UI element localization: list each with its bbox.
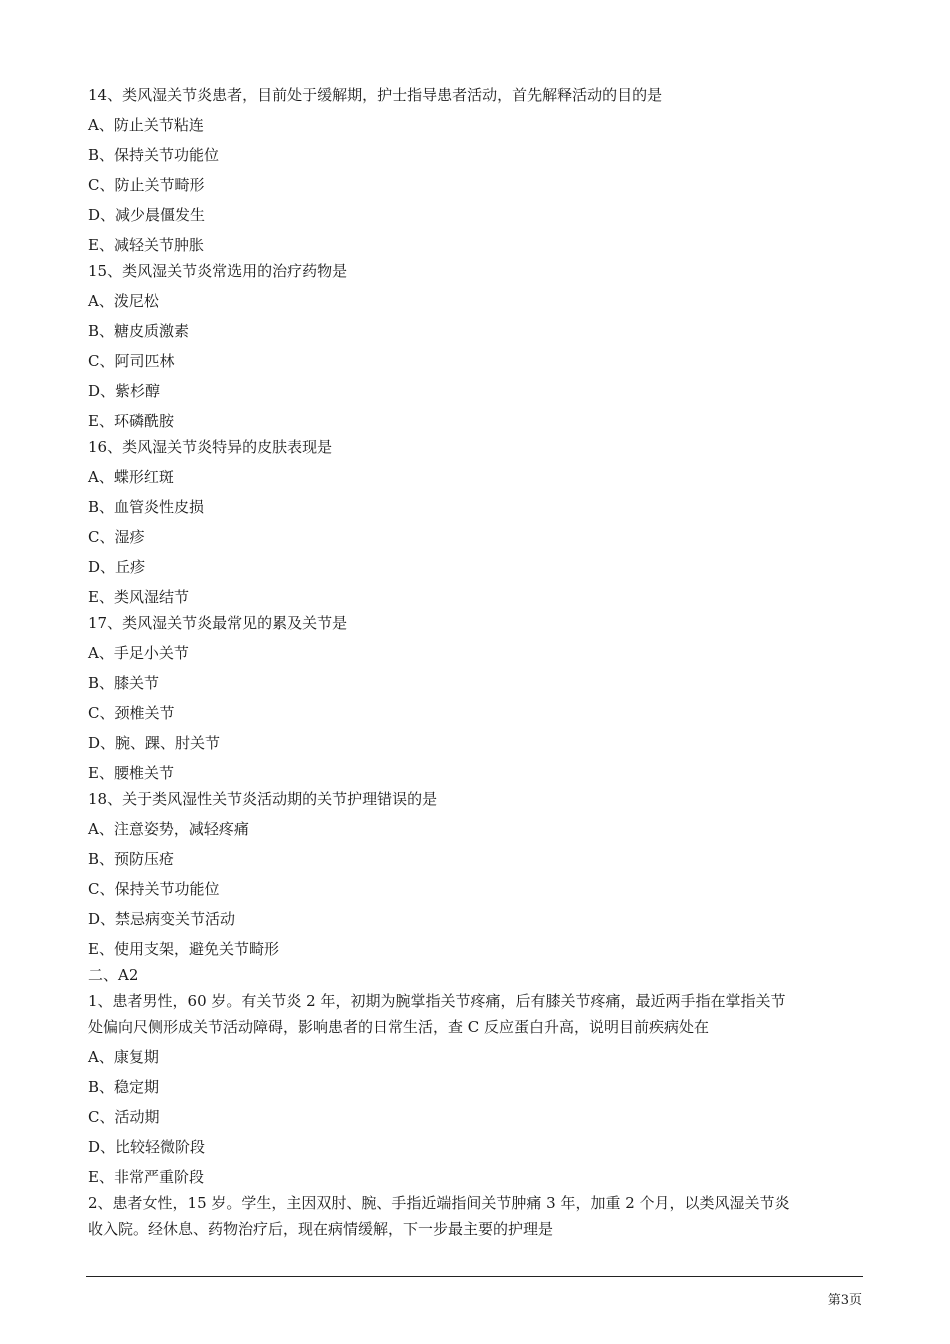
option-b: B、糖皮质激素 <box>88 322 190 340</box>
option-a: A、蝶形红斑 <box>88 468 174 486</box>
option-e: E、腰椎关节 <box>88 764 174 782</box>
a2-question-1-stem-cont: 处偏向尺侧形成关节活动障碍，影响患者的日常生活，查 C 反应蛋白升高，说明目前疾病处在 <box>88 1018 710 1036</box>
a2-question-2-stem-cont: 收入院。经休息、药物治疗后，现在病情缓解，下一步最主要的护理是 <box>88 1220 554 1238</box>
option-e: E、减轻关节肿胀 <box>88 236 204 254</box>
a2-question-1-stem: 1、患者男性，60 岁。有关节炎 2 年，初期为腕掌指关节疼痛，后有膝关节疼痛，最近两手指在掌指关节 <box>88 992 786 1010</box>
option-c: C、防止关节畸形 <box>88 176 205 194</box>
option-c: C、活动期 <box>88 1108 160 1126</box>
option-c: C、保持关节功能位 <box>88 880 220 898</box>
option-c: C、湿疹 <box>88 528 145 546</box>
option-d: D、减少晨僵发生 <box>88 206 206 224</box>
option-b: B、稳定期 <box>88 1078 160 1096</box>
question-15-stem: 15、类风湿关节炎常选用的治疗药物是 <box>88 262 348 280</box>
option-e: E、类风湿结节 <box>88 588 189 606</box>
option-b: B、膝关节 <box>88 674 160 692</box>
question-14-stem: 14、类风湿关节炎患者，目前处于缓解期，护士指导患者活动，首先解释活动的目的是 <box>88 86 663 104</box>
option-e: E、环磷酰胺 <box>88 412 174 430</box>
question-18-stem: 18、关于类风湿性关节炎活动期的关节护理错误的是 <box>88 790 438 808</box>
option-e: E、非常严重阶段 <box>88 1168 204 1186</box>
option-d: D、腕、踝、肘关节 <box>88 734 221 752</box>
option-c: C、颈椎关节 <box>88 704 175 722</box>
option-a: A、注意姿势，减轻疼痛 <box>88 820 249 838</box>
option-d: D、丘疹 <box>88 558 146 576</box>
option-d: D、紫杉醇 <box>88 382 161 400</box>
option-d: D、禁忌病变关节活动 <box>88 910 236 928</box>
option-b: B、预防压疮 <box>88 850 175 868</box>
footer-divider <box>86 1276 863 1277</box>
option-d: D、比较轻微阶段 <box>88 1138 206 1156</box>
question-16-stem: 16、类风湿关节炎特异的皮肤表现是 <box>88 438 333 456</box>
option-a: A、康复期 <box>88 1048 159 1066</box>
section-heading: 二、A2 <box>88 966 139 984</box>
option-b: B、血管炎性皮损 <box>88 498 205 516</box>
option-c: C、阿司匹林 <box>88 352 175 370</box>
option-a: A、防止关节粘连 <box>88 116 204 134</box>
a2-question-2-stem: 2、患者女性，15 岁。学生，主因双肘、腕、手指近端指间关节肿痛 3 年，加重 2 个月，以类风湿关节炎 <box>88 1194 790 1212</box>
question-17-stem: 17、类风湿关节炎最常见的累及关节是 <box>88 614 348 632</box>
option-e: E、使用支架，避免关节畸形 <box>88 940 279 958</box>
page-number: 第3页 <box>827 1293 862 1308</box>
option-a: A、泼尼松 <box>88 292 159 310</box>
option-b: B、保持关节功能位 <box>88 146 220 164</box>
option-a: A、手足小关节 <box>88 644 189 662</box>
